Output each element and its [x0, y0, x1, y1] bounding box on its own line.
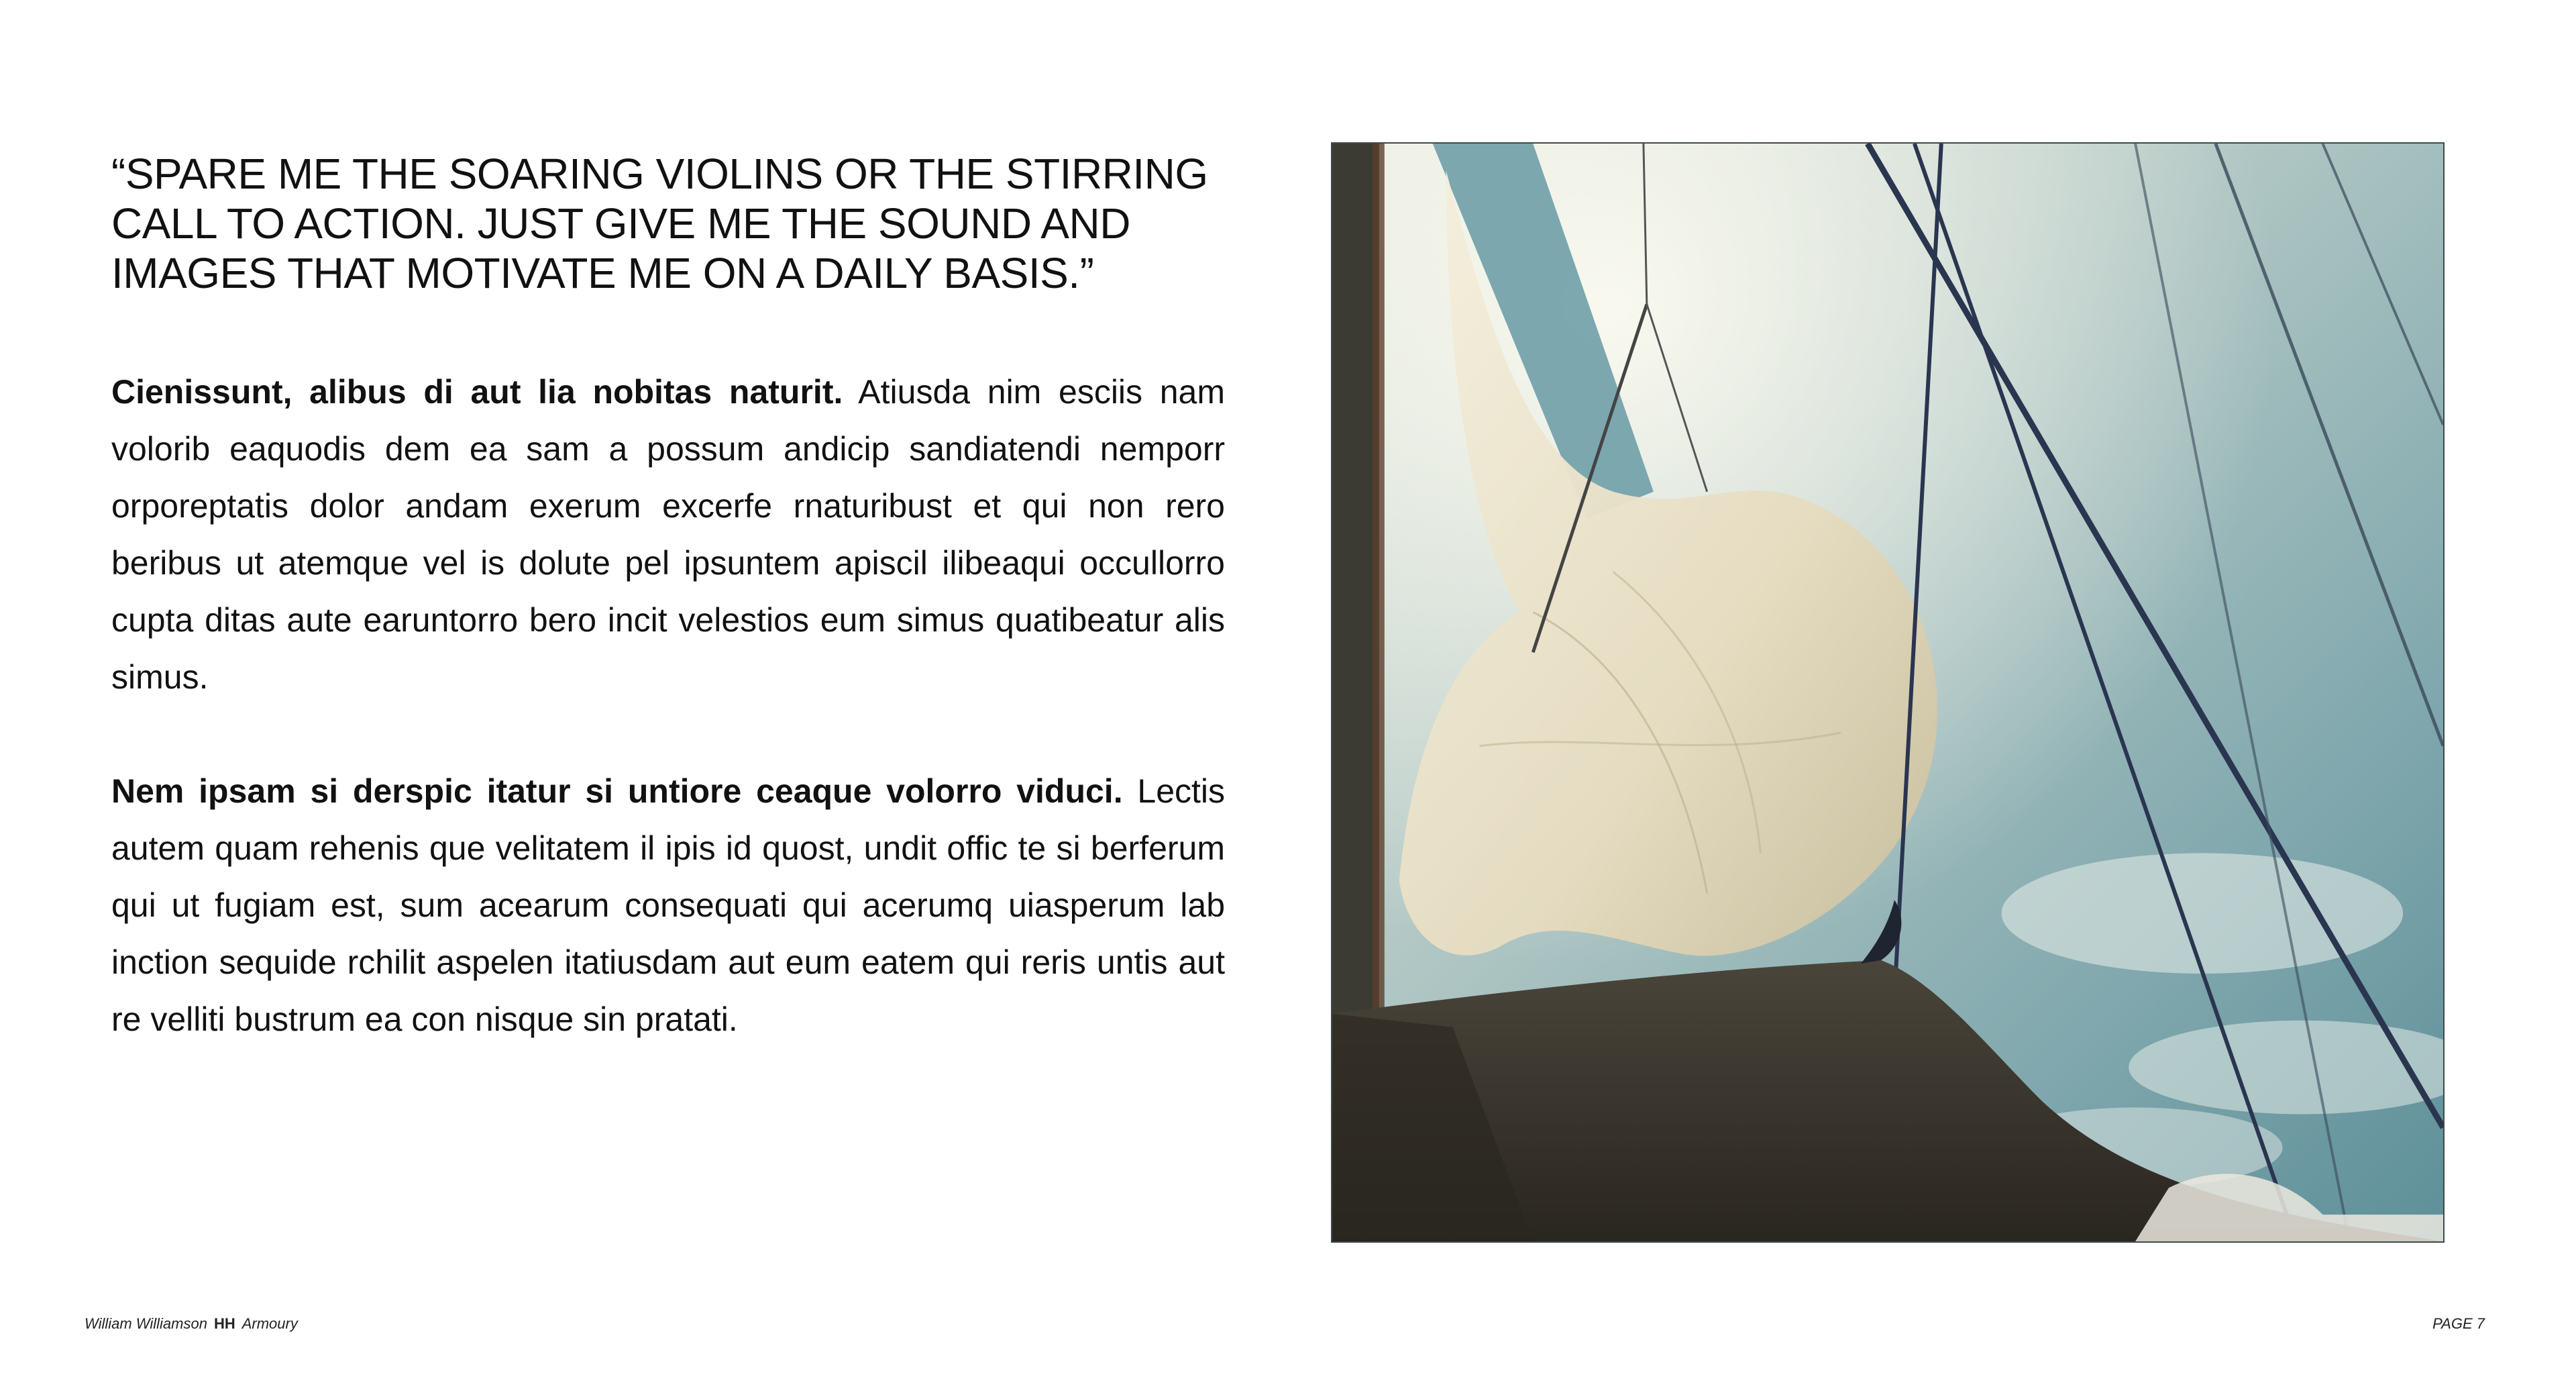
- sail-photo-illustration: [1332, 144, 2443, 1241]
- paragraph-2: [111, 763, 1225, 1048]
- paragraph-1-body: Atiusda nim esciis nam volorib eaquodis dem ea sam a possum andicip sandiatendi nemporr orporeptatis dolor andam exerum excerfe rnaturibust et qui non rero beribus ut atemque vel is dolute pel ipsuntem apiscil ilibeaqui occullorro cupta ditas aute earuntorro bero incit velestios eum simus quatibeatur alis simus.: [111, 373, 1225, 696]
- page-number: PAGE 7: [2432, 1315, 2485, 1332]
- paragraph-1: [111, 364, 1225, 706]
- footer-company: Armoury: [241, 1315, 298, 1332]
- pull-quote: “SPARE ME THE SOARING VIOLINS OR THE STIRRING CALL TO ACTION. JUST GIVE ME THE SOUND AND IMAGES THAT MOTIVATE ME ON A DAILY BASIS.”: [111, 150, 1208, 297]
- text-column: [111, 149, 1225, 1048]
- paragraph-2-lead: Nem ipsam si derspic itatur si untiore ceaque volorro viduci.: [111, 772, 1123, 810]
- paragraph-1-lead: Cienissunt, alibus di aut lia nobitas naturit.: [111, 373, 843, 411]
- sail-photo: [1331, 142, 2445, 1243]
- paragraph-2-body: Lectis autem quam rehenis que velitatem il ipis id quost, undit offic te si berferum qui ut fugiam est, sum acearum consequati qui acerumq uiasperum lab inction sequide rchilit aspelen itatiusdam aut eum eatem qui reris untis aut re velliti bustrum ea con nisque sin pratati.: [111, 772, 1225, 1038]
- footer-brand: HH: [213, 1315, 235, 1332]
- footer-author: William Williamson: [85, 1315, 207, 1332]
- footer-left: [85, 1315, 298, 1333]
